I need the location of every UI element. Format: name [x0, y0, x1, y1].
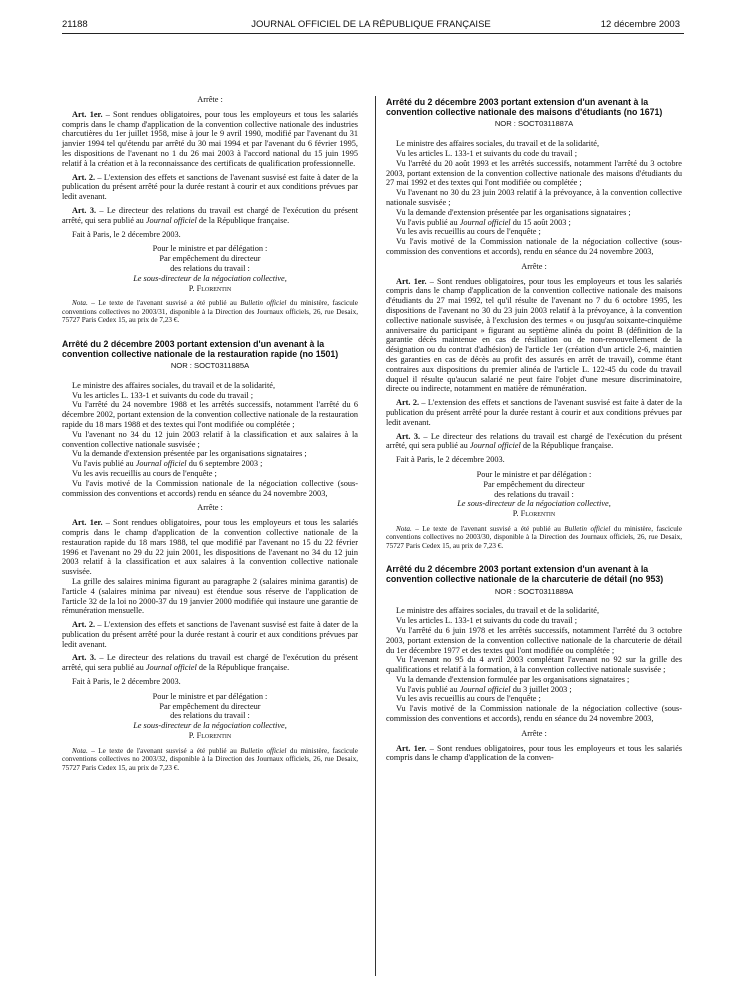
decree-title: Arrêté du 2 décembre 2003 portant extension d'un avenant à la convention collective nationale de la restauration rapide (no 1501): [62, 338, 339, 359]
article-1: Art. 1er. – Sont rendues obligatoires, pour tous les employeurs et tous les salariés compris dans le champ d'application de la convention collective nationale des maisons d'étudiants du 27 mai 1992, tel qu'il résulte de l'avenant no 7 du 6 octobre 1995, les dispositions de l'avenant no 30 du 23 juin 2003 relatif à la prévoyance, à la convention collective nationale susvisée, à l'exclusion des termes « ou jusqu'au soixante-cinquième anniversaire du participant » figurant au septième alinéa du point B (définition de la garantie décès maintenue en cas de résiliation ou de non-renouvellement de la désignation ou du contrat d'adhésion) de l'article 1er (création d'un article 2-6, maintien des garanties en cas de décès au profit des assurés en arrêt de travail), comme étant contraires aux dispositions du premier alinéa de l'article L. 122-45 du code du travail duquel il résulte qu'aucun salarié ne peut faire l'objet d'une mesure discriminatoire, directe ou indirecte, notamment en matière de rémunération.: [386, 276, 682, 394]
right-column: [386, 97, 682, 763]
visa: Vu l'avis publié au Journal officiel du 6 septembre 2003 ;: [72, 459, 263, 469]
arrete-heading: Arrête :: [197, 95, 223, 104]
decree-title: Arrêté du 2 décembre 2003 portant extension d'un avenant à la convention collective nationale de la charcuterie de détail (no 953): [386, 564, 664, 585]
visa: Vu les avis recueillis au cours de l'enquête ;: [72, 468, 217, 478]
visa: Vu l'avis publié au Journal officiel du 15 août 2003 ;: [396, 217, 571, 227]
visa: Vu les avis recueillis au cours de l'enquête ;: [396, 694, 541, 704]
paragraph: La grille des salaires minima figurant au paragraphe 2 (salaires minima garantis) de l'article 4 (salaires minima par niveau) est étendue sous réserve de l'application de l'article 32 de la loi no 2000-37 du 19 janvier 2000 modifiée qui instaure une garantie de rémunération mensuelle.: [62, 576, 358, 616]
nota: Nota. – Le texte de l'avenant susvisé a été publié au Bulletin officiel du ministère, fascicule conventions collectives no 2003/30, disponible à la Direction des Journaux officiels, 26, rue Desaix, 75727 Paris Cedex 15, au prix de 7,23 €.: [386, 524, 682, 550]
visa: Vu l'arrêté du 6 juin 1978 et les arrêtés successifs, notamment l'arrêté du 3 octobre 2003, portant extension de la convention collective nationale de la charcuterie de détail du 1er décembre 1977 et des textes qui l'ont modifiée ou complétée ;: [386, 625, 682, 655]
visa: Vu l'avis motivé de la Commission nationale de la négociation collective (sous-commission des conventions et accords), rendu en séance du 24 novembre 2003,: [386, 237, 682, 256]
arrete-heading: Arrête :: [521, 728, 547, 738]
nor-reference: NOR : SOCT0311889A: [494, 586, 574, 596]
visa: Vu l'avenant no 34 du 12 juin 2003 relatif à la classification et aux salaires à la convention collective nationale susvisée ;: [62, 429, 358, 449]
signature-line: Par empêchement du directeur: [159, 701, 261, 711]
visa: Vu la demande d'extension formulée par les organisations signataires ;: [396, 674, 630, 684]
fait-a-paris: Fait à Paris, le 2 décembre 2003.: [72, 677, 181, 687]
left-column: [62, 95, 358, 772]
nota: Nota. – Le texte de l'avenant susvisé a été publié au Bulletin officiel du ministère, fascicule conventions collectives no 2003/31, disponible à la Direction des Journaux officiels, 26, rue Desaix, 75727 Paris Cedex 15, au prix de 7,23 €.: [62, 299, 358, 325]
visa: Vu les articles L. 133-1 et suivants du code du travail ;: [72, 390, 254, 400]
column-divider: [375, 96, 376, 976]
visa: Vu l'avenant no 95 du 4 avril 2003 complétant l'avenant no 92 sur la grille des qualifications et relatif à la formation, à la convention collective nationale susvisée ;: [386, 655, 682, 675]
signature-title: Le sous-directeur de la négociation collective,: [457, 499, 611, 509]
signature-line: des relations du travail :: [170, 711, 250, 721]
journal-title: JOURNAL OFFICIEL DE LA RÉPUBLIQUE FRANÇAISE: [251, 19, 491, 30]
visa: Le ministre des affaires sociales, du travail et de la solidarité,: [72, 380, 276, 390]
fait-a-paris: Fait à Paris, le 2 décembre 2003.: [72, 229, 181, 239]
signature-line: Par empêchement du directeur: [159, 254, 261, 264]
article-3: Art. 3. – Le directeur des relations du travail est chargé de l'exécution du présent arrêté, qui sera publié au Journal officiel de la République française.: [386, 431, 683, 451]
article-2: Art. 2. – L'extension des effets et sanctions de l'avenant susvisé est faite à dater de la publication du présent arrêté pour la durée restant à courir et aux conditions prévues par ledit avenant.: [62, 620, 359, 649]
visa: Vu l'avis motivé de la Commission nationale de la négociation collective (sous-commission des conventions et accords) rendu en séance du 24 novembre 2003,: [62, 478, 358, 498]
signatory-name: P. Florentin: [188, 283, 232, 293]
article-3: Art. 3. – Le directeur des relations du travail est chargé de l'exécution du présent arrêté, qui sera publié au Journal officiel de la République française.: [62, 205, 359, 225]
arrete-heading: Arrête :: [197, 503, 223, 513]
visa: Vu l'avis motivé de la Commission nationale de la négociation collective (sous-commission des conventions et accords), rendu en séance du 24 novembre 2003,: [386, 704, 682, 724]
article-1: Art. 1er. – Sont rendues obligatoires, pour tous les employeurs et tous les salariés compris dans le champ d'application de la convention collective nationale des industries charcutières du 1er juillet 1958, mise à jour le 9 avril 1990, modifié par l'avenant du 31 janvier 1994 tel qu'étendu par arrêté du 30 mai 1994 et par l'avenant du 6 février 1995, les dispositions de l'avenant no 1 du 26 mai 2003 à l'accord national du 15 juin 1995 relatif à la création et à la reconnaissance des certificats de qualification professionnelle.: [62, 109, 358, 168]
header-rule: [62, 33, 684, 34]
signatory-name: P. Florentin: [188, 731, 232, 741]
visa: Vu les articles L. 133-1 et suivants du code du travail ;: [396, 149, 578, 158]
visa: Le ministre des affaires sociales, du travail et de la solidarité,: [396, 606, 600, 616]
nor-reference: NOR : SOCT0311887A: [494, 119, 574, 129]
signature-line: des relations du travail :: [494, 489, 574, 499]
signature-line: Par empêchement du directeur: [483, 479, 585, 489]
visa: Vu l'arrêté du 20 août 1993 et les arrêtés successifs, notamment l'arrêté du 3 octobre 2003, portant extension de la convention collective nationale des maisons d'étudiants du 27 mai 1992 et des textes qui l'ont modifiée ou complétée ;: [386, 158, 682, 188]
visa: Vu les articles L. 133-1 et suivants du code du travail ;: [396, 616, 578, 626]
signature-line: Pour le ministre et par délégation :: [152, 244, 268, 254]
visa: Vu la demande d'extension présentée par les organisations signataires ;: [396, 207, 631, 217]
visa: Le ministre des affaires sociales, du travail et de la solidarité,: [396, 139, 600, 149]
page-header: [62, 19, 680, 33]
nota: Nota. – Le texte de l'avenant susvisé a été publié au Bulletin officiel du ministère, fascicule conventions collectives no 2003/32, disponible à la Direction des Journaux officiels, 26, rue Desaix, 75727 Paris Cedex 15, au prix de 7,23 €.: [62, 746, 358, 772]
article-2: Art. 2. – L'extension des effets et sanctions de l'avenant susvisé est faite à dater de la publication du présent arrêté pour la durée restant à courir et aux conditions prévues par ledit avenant.: [386, 398, 683, 427]
article-3: Art. 3. – Le directeur des relations du travail est chargé de l'exécution du présent arrêté, qui sera publié au Journal officiel de la République française.: [62, 653, 359, 673]
decree-title: Arrêté du 2 décembre 2003 portant extension d'un avenant à la convention collective nationale des maisons d'étudiants (no 1671): [386, 97, 663, 118]
signatory-name: P. Florentin: [512, 509, 556, 519]
issue-date: 12 décembre 2003: [600, 19, 680, 30]
visa: Vu l'arrêté du 24 novembre 1988 et les arrêtés successifs, notamment l'arrêté du 6 décembre 2002, portant extension de la convention collective nationale de la restauration rapide du 18 mars 1988 et des textes qui l'ont modifiée ou complétée ;: [62, 400, 358, 429]
visa: Vu les avis recueillis au cours de l'enquête ;: [396, 227, 541, 237]
page-number: 21188: [62, 19, 88, 30]
article-2: Art. 2. – L'extension des effets et sanctions de l'avenant susvisé est faite à dater de la publication du présent arrêté pour la durée restant à courir et aux conditions prévues par ledit avenant.: [62, 172, 359, 202]
signature-line: Pour le ministre et par délégation :: [476, 469, 592, 479]
nor-reference: NOR : SOCT0311885A: [170, 360, 250, 370]
article-1: Art. 1er. – Sont rendues obligatoires, pour tous les employeurs et tous les salariés compris dans le champ d'application de la convention collective nationale de la restauration rapide du 18 mars 1988, tel que modifié par l'avenant no 15 du 22 février 1996 et l'avenant no 29 du 22 juin 2001, les dispositions de l'avenant no 34 du 12 juin 2003 relatif à la classification et aux salaires à la convention collective nationale susvisée.: [62, 518, 358, 577]
fait-a-paris: Fait à Paris, le 2 décembre 2003.: [396, 455, 505, 465]
arrete-heading: Arrête :: [521, 261, 547, 271]
signature-title: Le sous-directeur de la négociation collective,: [133, 721, 287, 731]
signature-line: des relations du travail :: [170, 263, 250, 273]
visa: Vu l'avenant no 30 du 23 juin 2003 relatif à la prévoyance, à la convention collective nationale susvisée ;: [386, 188, 682, 207]
visa: Vu la demande d'extension présentée par les organisations signataires ;: [72, 449, 307, 459]
signature-title: Le sous-directeur de la négociation collective,: [133, 273, 287, 283]
visa: Vu l'avis publié au Journal officiel du 3 juillet 2003 ;: [396, 684, 572, 694]
article-1: Art. 1er. – Sont rendues obligatoires, pour tous les employeurs et tous les salariés compris dans le champ d'application de la conven-: [386, 743, 682, 763]
signature-line: Pour le ministre et par délégation :: [152, 691, 268, 701]
